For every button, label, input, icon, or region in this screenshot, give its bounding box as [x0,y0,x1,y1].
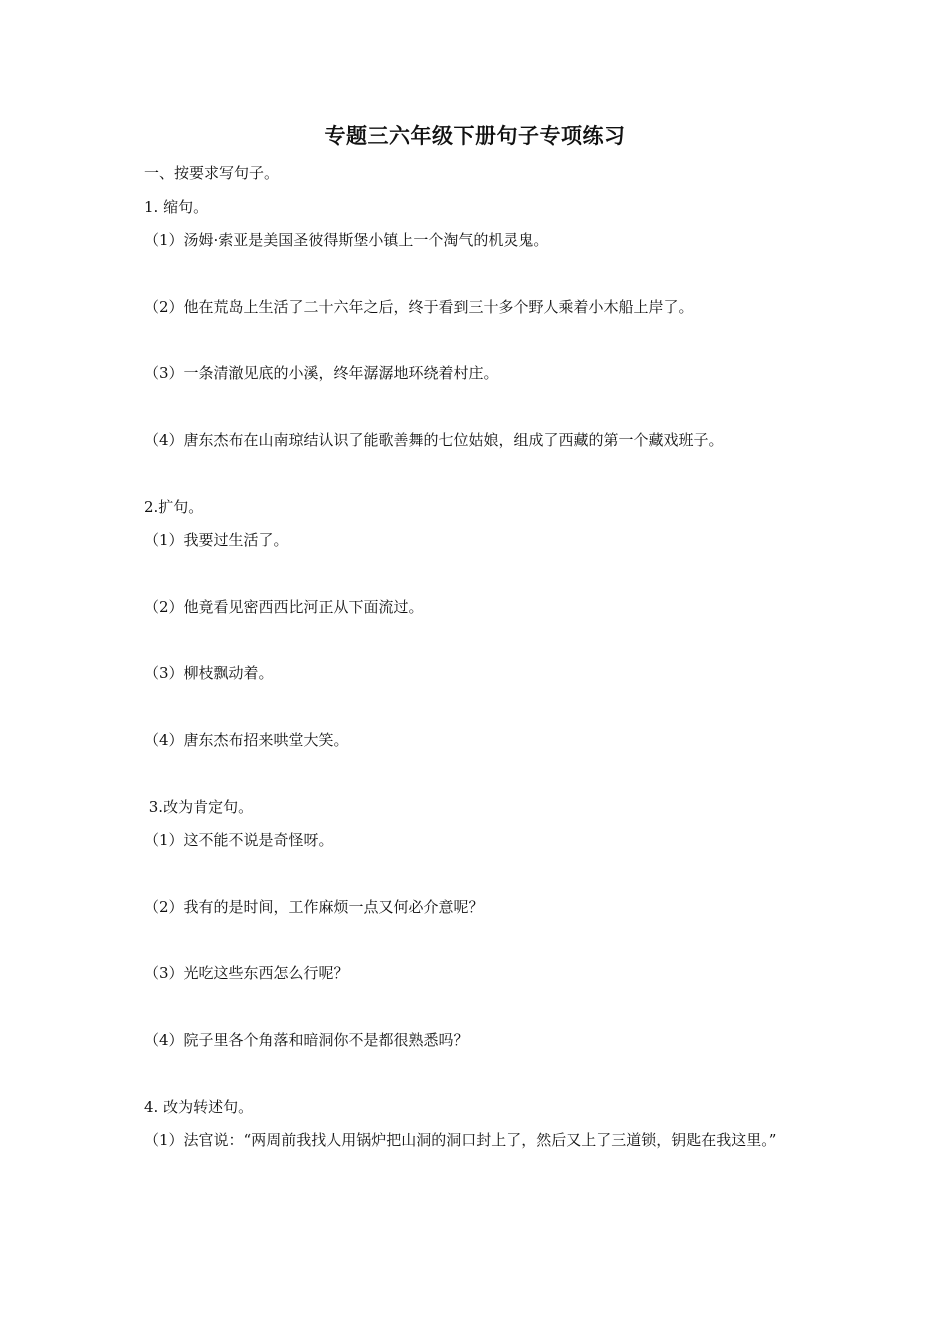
part-heading-affirmative: 3.改为肯定句。 [144,798,254,816]
question-item: （3）柳枝飘动着。 [144,664,274,682]
part-heading-indirect-speech: 4. 改为转述句。 [144,1098,254,1116]
question-item: （3）光吃这些东西怎么行呢？ [144,964,349,982]
question-item: （1）我要过生活了。 [144,531,289,549]
question-item: （3）一条清澈见底的小溪，终年潺潺地环绕着村庄。 [144,364,499,382]
question-item: （4）唐东杰布在山南琼结认识了能歌善舞的七位姑娘，组成了西藏的第一个藏戏班子。 [144,431,724,449]
question-item: （1）这不能不说是奇怪呀。 [144,831,334,849]
question-item: （2）他竟看见密西西比河正从下面流过。 [144,598,424,616]
question-item: （4）院子里各个角落和暗洞你不是都很熟悉吗？ [144,1031,469,1049]
page-title: 专题三六年级下册句子专项练习 [324,123,626,148]
question-item: （2）他在荒岛上生活了二十六年之后，终于看到三十多个野人乘着小木船上岸了。 [144,298,694,316]
question-item: （2）我有的是时间，工作麻烦一点又何必介意呢？ [144,898,484,916]
question-item: （1）汤姆·索亚是美国圣彼得斯堡小镇上一个淘气的机灵鬼。 [144,231,549,249]
part-heading-expand: 2.扩句。 [144,498,204,516]
section-heading: 一、按要求写句子。 [144,164,280,182]
question-item: （4）唐东杰布招来哄堂大笑。 [144,731,349,749]
part-heading-condense: 1. 缩句。 [144,198,209,216]
question-item: （1）法官说：“两周前我找人用锅炉把山洞的洞口封上了，然后又上了三道锁，钥匙在我这里。” [144,1131,777,1149]
